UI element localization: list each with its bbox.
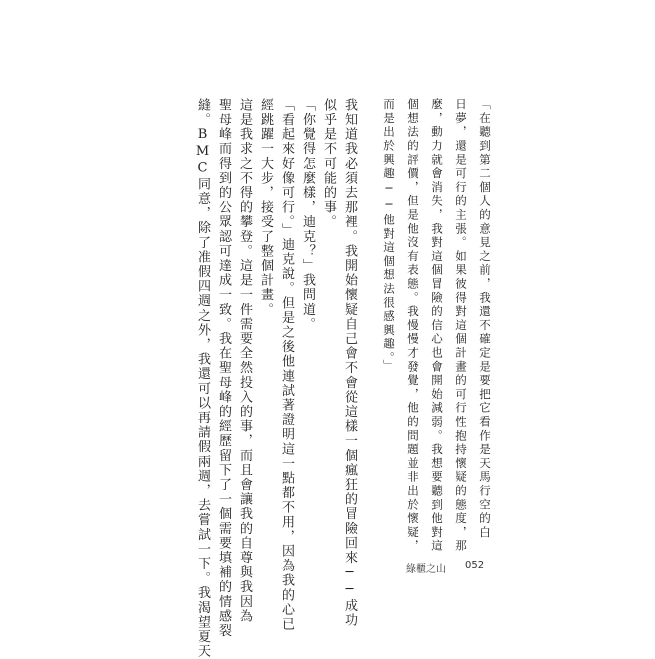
quote-line-1: 「在聽到第二個人的意見之前，我還不確定是要把它看作是天馬行空的白 (478, 98, 492, 540)
quote-line-5: 而是出於興趣──他對這個想法很感興趣。」 (382, 98, 396, 374)
quote-line-4: 個想法的評價，但是他沒有表態。我慢慢才發覺，他的問題並非出於懷疑， (406, 98, 420, 554)
quote-line-3: 麼，動力就會消失，我對這個冒險的信心也會開始減弱。我想要聽到他對這 (430, 98, 444, 554)
body-line-7: 聖母峰而得到的公眾認可達成一致。我在聖母峰的經歷留下了一個需要填補的情感裂 (216, 98, 231, 639)
body-line-8: 縫。BMC同意，除了准假四週之外，我還可以再請假兩週，去嘗試一下。我渴望夏天 (195, 98, 210, 659)
body-line-2: 似乎是不可能的事。 (321, 98, 336, 230)
body-line-3: 「你覺得怎麼樣，迪克？」我問道。 (300, 98, 315, 332)
body-line-5: 經跳躍一大步，接受了整個計畫。 (258, 98, 273, 317)
body-line-6: 這是我求之不得的攀登。這是一件需要全然投入的事，而且會讓我的自尊與我因為 (237, 98, 252, 624)
page-number: 052 (465, 560, 485, 571)
body-line-1: 我知道我必須去那裡。我開始懷疑自己會不會從這樣一個瘋狂的冒險回來──成功 (342, 98, 357, 628)
book-title: 綠櫃之山 (406, 564, 446, 575)
body-line-4: 「看起來好像可行。」迪克說。但是之後他連試著證明這一點都不用，因為我的心已 (279, 98, 294, 632)
quote-line-2: 日夢，還是可行的主張。如果彼得對這個計畫的可行性抱持懷疑的態度，那 (454, 98, 468, 554)
